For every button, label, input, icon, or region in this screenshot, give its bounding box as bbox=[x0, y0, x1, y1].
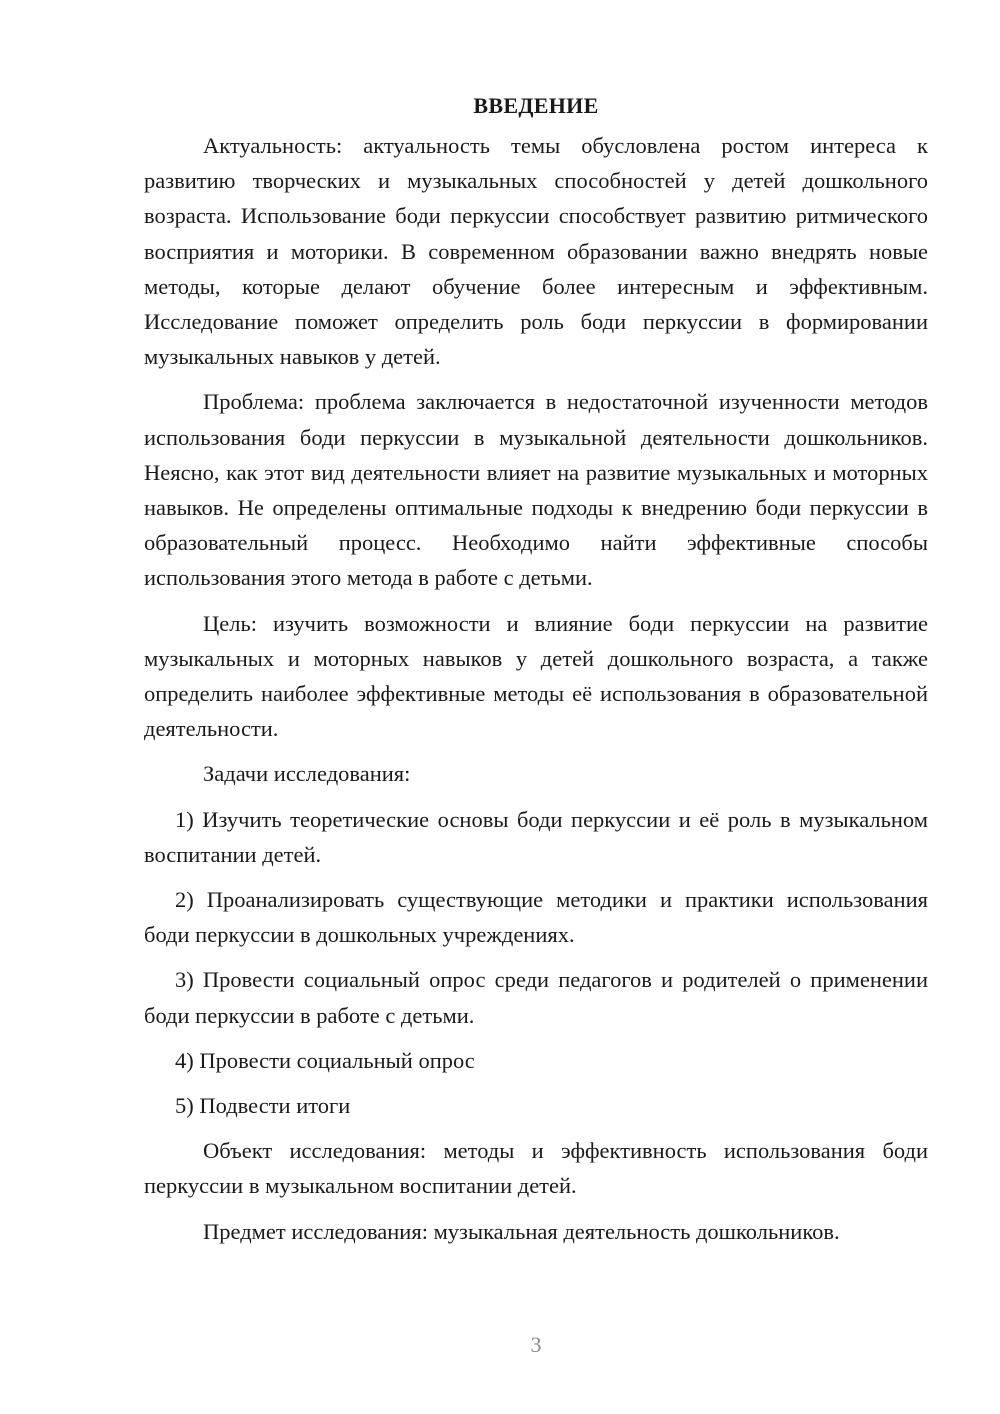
goal-paragraph: Цель: изучить возможности и влияние боди перкуссии на развитие музыкальных и моторных навыков у детей дошкольного возраста, а также определить наиболее эффективные методы её использования в образовательной деятельности. bbox=[144, 610, 928, 742]
relevance-paragraph: Актуальность: актуальность темы обусловлена ростом интереса к развитию творческих и музыкальных способностей у детей дошкольного возраста. Использование боди перкуссии способствует развитию ритмического восприятия и моторики. В современном образовании важно внедрять новые методы, которые делают обучение более интересным и эффективным. Исследование поможет определить роль боди перкуссии в формировании музыкальных навыков у детей. bbox=[144, 133, 928, 370]
research-subject-paragraph: Предмет исследования: музыкальная деятельность дошкольников. bbox=[203, 1218, 840, 1244]
task-item: 2) Проанализировать существующие методики и практики использования боди перкуссии в дошкольных учреждениях. bbox=[144, 887, 928, 948]
tasks-heading: Задачи исследования: bbox=[203, 761, 411, 787]
research-object-paragraph: Объект исследования: методы и эффективность использования боди перкуссии в музыкальном воспитании детей. bbox=[144, 1138, 928, 1199]
task-item: 4) Провести социальный опрос bbox=[175, 1047, 475, 1073]
task-item: 1) Изучить теоретические основы боди перкуссии и её роль в музыкальном воспитании детей. bbox=[144, 806, 928, 867]
document-page bbox=[144, 88, 928, 1259]
problem-paragraph: Проблема: проблема заключается в недостаточной изученности методов использования боди перкуссии в музыкальной деятельности дошкольников. Неясно, как этот вид деятельности влияет на развитие музыкальных и моторных навыков. Не определены оптимальные подходы к внедрению боди перкуссии в образовательный процесс. Необходимо найти эффективные способы использования этого метода в работе с детьми. bbox=[144, 389, 928, 591]
page-number: 3 bbox=[530, 1332, 542, 1357]
task-item: 3) Провести социальный опрос среди педагогов и родителей о применении боди перкуссии в работе с детьми. bbox=[144, 967, 928, 1028]
task-item: 5) Подвести итоги bbox=[175, 1093, 351, 1119]
page-title: ВВЕДЕНИЕ bbox=[473, 93, 599, 118]
